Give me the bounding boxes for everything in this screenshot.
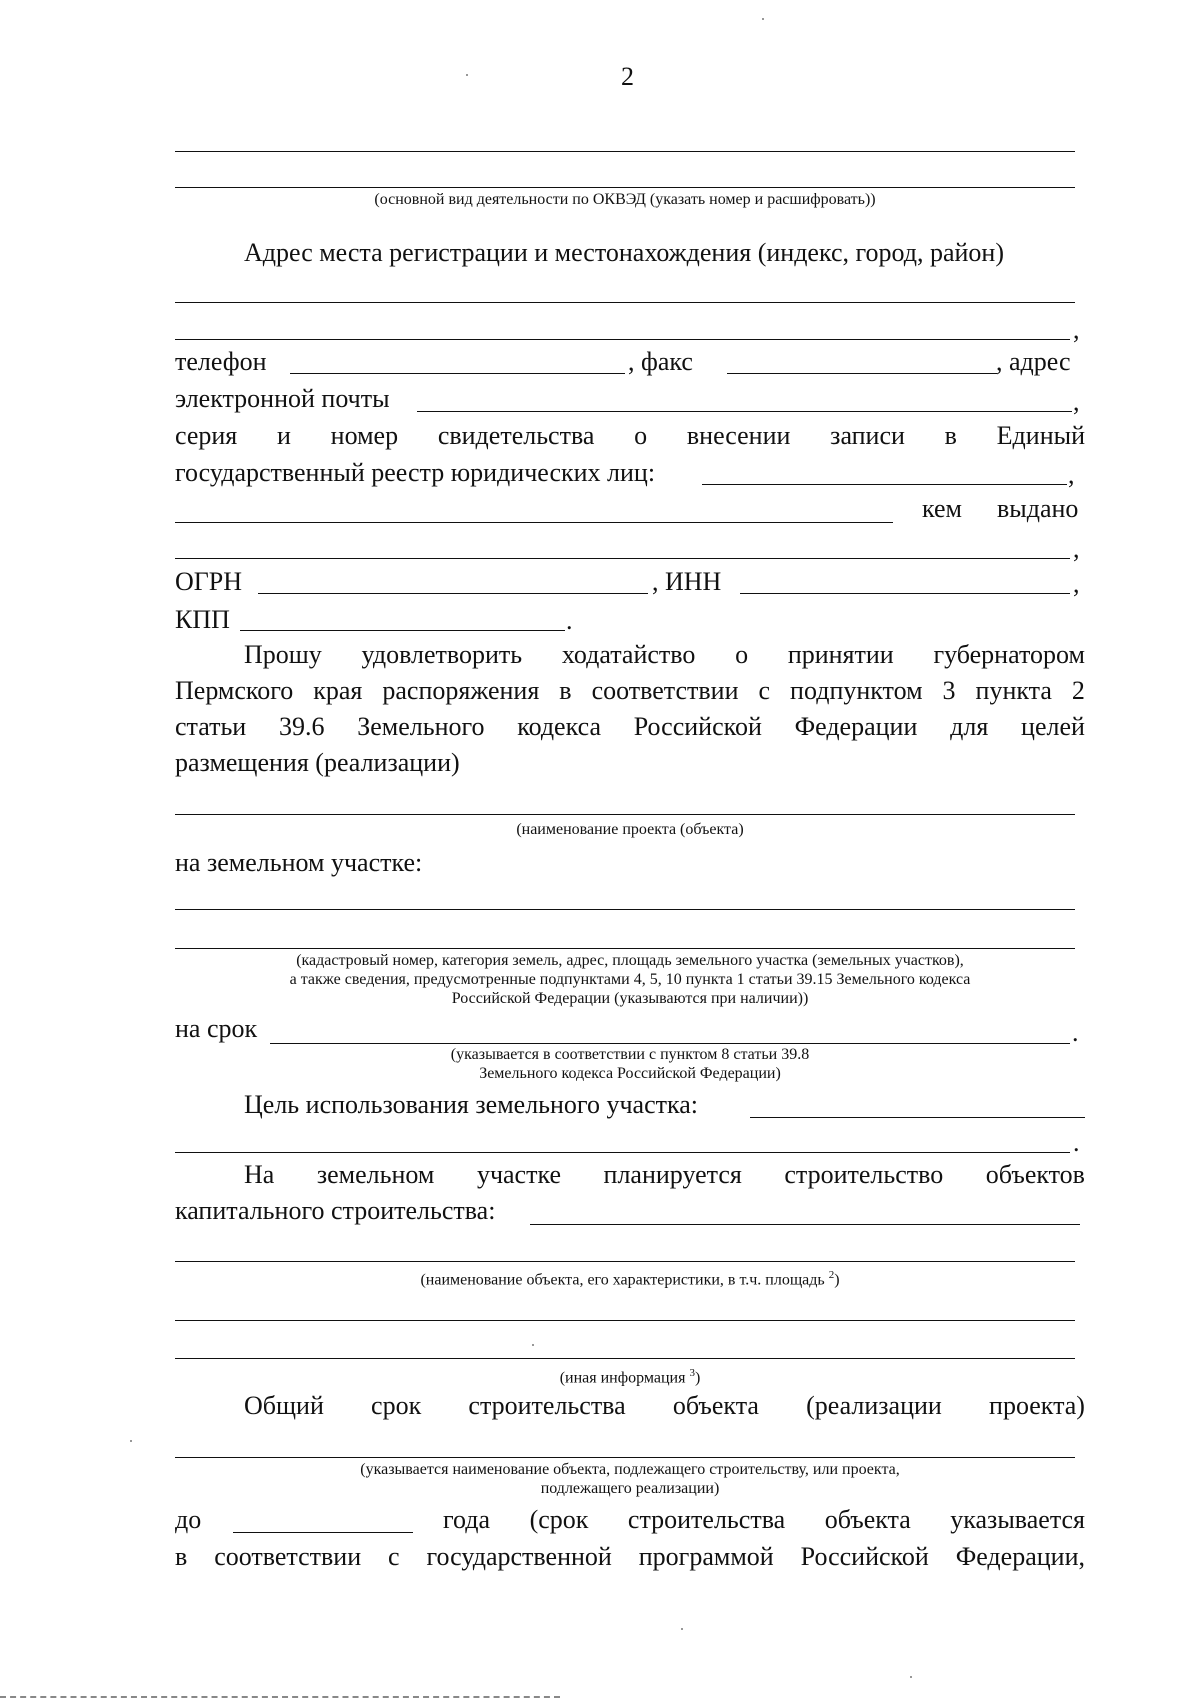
request-word: губернатором <box>933 640 1085 669</box>
request-word: 2 <box>1071 676 1085 705</box>
request-line-3 <box>175 712 1085 742</box>
ogrn-blank[interactable] <box>258 593 648 594</box>
email-label: электронной почты <box>175 384 390 413</box>
request-word: кодекса <box>517 712 601 741</box>
other-info-blank-1[interactable] <box>175 1320 1075 1321</box>
construction-line-2: капитального строительства: <box>175 1196 496 1225</box>
period-purpose: . <box>1073 1128 1080 1157</box>
phone-blank[interactable] <box>290 373 625 374</box>
blank-line-address-2[interactable] <box>175 339 1070 340</box>
cert-word: свидетельства <box>437 421 595 450</box>
last-word: государственной <box>426 1542 612 1571</box>
scan-speck <box>681 1628 683 1630</box>
total-term-word: срок <box>371 1391 422 1420</box>
object-caption-close: ) <box>834 1271 840 1289</box>
fax-label: , факс <box>628 347 693 376</box>
construction-word: земельном <box>316 1160 435 1189</box>
issued-by-blank[interactable] <box>175 522 893 523</box>
term-caption-1: (указывается в соответствии с пунктом 8 статьи 39.8 <box>450 1046 810 1063</box>
cadastral-caption-3: Российской Федерации (указываются при наличии)) <box>451 990 809 1007</box>
egrul-label: государственный реестр юридических лиц: <box>175 458 656 487</box>
request-word: распоряжения <box>382 676 540 705</box>
email-blank[interactable] <box>417 411 1072 412</box>
scan-edge-artifact <box>0 1696 560 1698</box>
object-caption-footnote: 2 <box>828 1269 835 1281</box>
request-word: 39.6 <box>278 712 325 741</box>
last-word: Федерации, <box>955 1542 1085 1571</box>
purpose-blank-2[interactable] <box>175 1152 1070 1153</box>
request-line-1 <box>244 640 1085 670</box>
last-word: с <box>388 1542 400 1571</box>
address-word: , адрес <box>996 347 1071 376</box>
request-word: ходатайство <box>561 640 696 669</box>
name-caption-2: подлежащего реализации) <box>540 1480 720 1497</box>
purpose-blank-1[interactable] <box>750 1117 1085 1118</box>
ogrn-label: ОГРН <box>175 567 243 596</box>
request-word: принятии <box>787 640 894 669</box>
address-heading: Адрес места регистрации и местонахождения (индекс, город, район) <box>244 238 1005 267</box>
construction-line-1 <box>244 1160 1085 1190</box>
total-term-line <box>244 1391 1085 1421</box>
cadastral-caption-1: (кадастровый номер, категория земель, адрес, площадь земельного участка (земельных участков), <box>296 952 964 969</box>
cert-word: записи <box>830 421 905 450</box>
request-word: Пермского <box>175 676 294 705</box>
request-word: Прошу <box>244 640 322 669</box>
last-line <box>175 1542 1085 1572</box>
request-word: Федерации <box>794 712 918 741</box>
total-term-word: проекта) <box>989 1391 1085 1420</box>
request-word: для <box>950 712 989 741</box>
construction-word: строительство <box>784 1160 944 1189</box>
request-word: удовлетворить <box>361 640 523 669</box>
other-info-caption <box>175 1364 1085 1387</box>
project-name-blank[interactable] <box>175 814 1075 815</box>
blank-line-address-1[interactable] <box>175 302 1075 303</box>
construction-blank-1[interactable] <box>530 1224 1080 1225</box>
kpp-label: КПП <box>175 605 230 634</box>
cert-word: внесении <box>686 421 791 450</box>
request-word: статьи <box>175 712 247 741</box>
name-caption-1: (указывается наименование объекта, подлежащего строительству, или проекта, <box>360 1461 900 1478</box>
phone-label: телефон <box>175 347 267 376</box>
request-line-2 <box>175 676 1085 706</box>
certificate-line <box>175 421 1085 451</box>
other-info-footnote: 3 <box>689 1367 695 1379</box>
total-term-word: объекта <box>672 1391 759 1420</box>
request-word: соответствии <box>591 676 739 705</box>
until-word: (срок <box>529 1505 589 1534</box>
issued-by-who: кем <box>922 494 962 523</box>
construction-blank-2[interactable] <box>175 1261 1075 1262</box>
inn-blank[interactable] <box>740 593 1070 594</box>
last-word: Российской <box>800 1542 929 1571</box>
until-word: указывается <box>950 1505 1085 1534</box>
request-word: о <box>735 640 749 669</box>
request-word: Земельного <box>357 712 485 741</box>
term-blank[interactable] <box>270 1043 1070 1044</box>
request-word: подпунктом <box>790 676 923 705</box>
period-term: . <box>1072 1018 1079 1047</box>
purpose-label: Цель использования земельного участка: <box>244 1090 698 1119</box>
other-info-caption-close: ) <box>694 1369 701 1387</box>
object-name-blank[interactable] <box>175 1457 1075 1458</box>
object-caption-text: (наименование объекта, его характеристики, в т.ч. площадь <box>420 1271 825 1289</box>
egrul-blank[interactable] <box>702 484 1067 485</box>
comma-inn: , <box>1073 569 1080 598</box>
until-word: года <box>443 1505 491 1534</box>
project-caption: (наименование проекта (объекта) <box>516 821 744 838</box>
cadastral-caption-2: а также сведения, предусмотренные подпунктами 4, 5, 10 пункта 1 статьи 39.15 Земельного кодекса <box>289 971 971 988</box>
comma-egrul: , <box>1068 460 1075 489</box>
construction-word: объектов <box>985 1160 1085 1189</box>
cert-word: Единый <box>996 421 1085 450</box>
okved-caption: (основной вид деятельности по ОКВЭД (указать номер и расшифровать)) <box>374 191 876 208</box>
comma-email: , <box>1073 387 1080 416</box>
cert-word: серия <box>175 421 238 450</box>
request-word: пункта <box>975 676 1052 705</box>
request-word: с <box>758 676 771 705</box>
request-word: в <box>559 676 572 705</box>
request-word: Российской <box>633 712 762 741</box>
until-word: строительства <box>627 1505 786 1534</box>
term-caption-2: Земельного кодекса Российской Федерации) <box>479 1065 781 1082</box>
comma-address: , <box>1073 315 1080 344</box>
term-label: на срок <box>175 1014 258 1043</box>
issued-by-word: выдано <box>997 494 1079 523</box>
until-rest-line <box>443 1505 1085 1535</box>
year-blank[interactable] <box>233 1532 413 1533</box>
last-word: программой <box>638 1542 774 1571</box>
object-caption <box>175 1266 1085 1289</box>
issued-by-blank-2[interactable] <box>175 558 1070 559</box>
inn-label: , ИНН <box>652 567 722 596</box>
period-kpp: . <box>566 606 573 635</box>
total-term-word: (реализации <box>806 1391 942 1420</box>
last-word: соответствии <box>214 1542 362 1571</box>
scan-speck <box>762 18 764 20</box>
total-term-word: Общий <box>244 1391 324 1420</box>
blank-line-okved-2[interactable] <box>175 187 1075 188</box>
until-label: до <box>175 1505 202 1534</box>
cert-word: номер <box>330 421 399 450</box>
construction-word: планируется <box>603 1160 742 1189</box>
fax-blank[interactable] <box>727 373 997 374</box>
scan-speck <box>532 1344 534 1346</box>
total-term-word: строительства <box>468 1391 626 1420</box>
other-info-blank-2[interactable] <box>175 1358 1075 1359</box>
blank-line-okved-1[interactable] <box>175 151 1075 152</box>
construction-word: На <box>244 1160 275 1189</box>
page-number: 2 <box>621 62 634 91</box>
scan-speck <box>466 74 468 76</box>
last-word: в <box>175 1542 188 1571</box>
request-word: края <box>313 676 363 705</box>
land-plot-blank-2[interactable] <box>175 948 1075 949</box>
cert-word: о <box>634 421 648 450</box>
construction-word: участке <box>476 1160 561 1189</box>
request-word: 3 <box>942 676 956 705</box>
other-info-caption-text: (иная информация <box>559 1369 686 1387</box>
cert-word: в <box>944 421 957 450</box>
land-plot-blank-1[interactable] <box>175 909 1075 910</box>
request-word: целей <box>1021 712 1085 741</box>
until-word: объекта <box>824 1505 911 1534</box>
scan-speck <box>910 1676 912 1678</box>
cert-word: и <box>277 421 291 450</box>
land-plot-label: на земельном участке: <box>175 848 423 877</box>
comma-issued: , <box>1073 534 1080 563</box>
scan-speck <box>130 1440 132 1442</box>
kpp-blank[interactable] <box>240 630 565 631</box>
request-line-4: размещения (реализации) <box>175 748 460 777</box>
